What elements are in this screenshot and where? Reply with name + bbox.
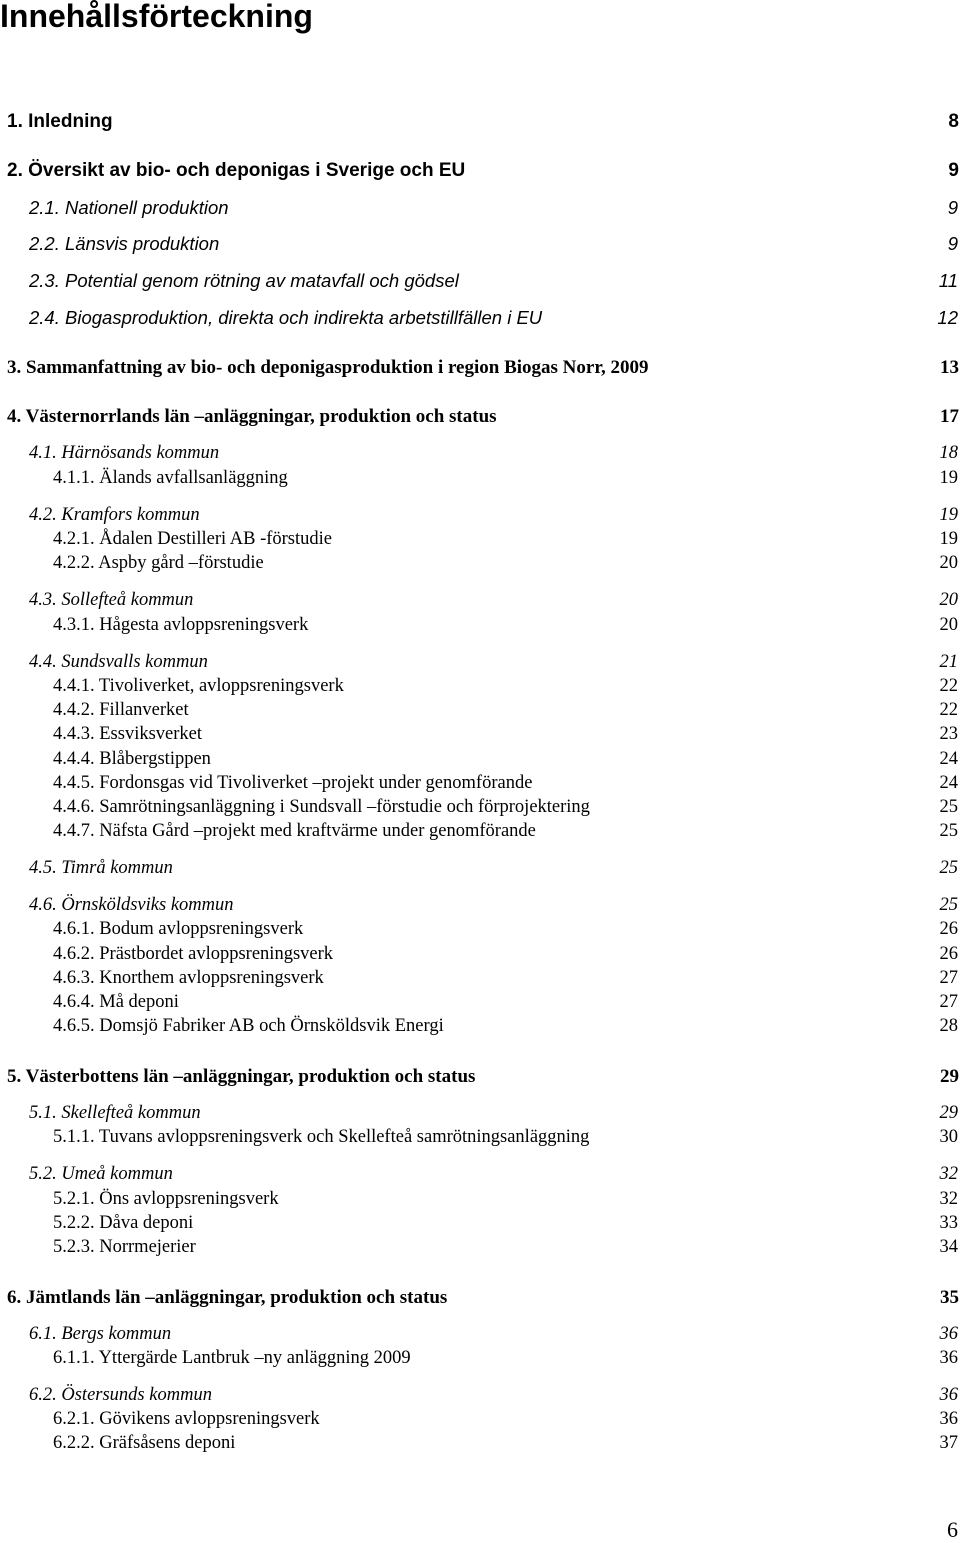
toc-label: 4.4.3. Essviksverket: [53, 724, 203, 744]
toc-label: 6.2.2. Gräfsåsens deponi: [53, 1433, 236, 1453]
toc-label: 4.5. Timrå kommun: [29, 858, 173, 878]
toc-label: 4.6.2. Prästbordet avloppsreningsverk: [53, 944, 334, 964]
toc-page: 22: [939, 700, 958, 720]
toc-page: 11: [938, 270, 958, 291]
toc-page: 20: [939, 590, 958, 610]
toc-page: 36: [939, 1409, 958, 1429]
toc-page: 25: [939, 821, 958, 841]
toc-page: 33: [939, 1213, 958, 1233]
toc-page: 13: [940, 357, 959, 378]
toc-entry-4-4[interactable]: [0, 650, 960, 674]
toc-entry-4-3-1[interactable]: [0, 613, 960, 637]
toc-page: 19: [939, 468, 958, 488]
toc-page: 32: [939, 1164, 958, 1184]
toc-entry-4-6-3[interactable]: [0, 966, 960, 990]
toc-entry-6-2-1[interactable]: [0, 1407, 960, 1431]
toc-page: 9: [947, 233, 958, 254]
toc-page: 18: [939, 443, 958, 463]
toc-label: 4.4.4. Blåbergstippen: [53, 749, 211, 769]
toc-label: 4.1.1. Älands avfallsanläggning: [53, 468, 288, 488]
toc-page: 22: [939, 676, 958, 696]
toc-page: 21: [939, 652, 958, 672]
toc-label: 4. Västernorrlands län –anläggningar, produktion och status: [7, 406, 497, 427]
toc-entry-3[interactable]: [0, 356, 960, 380]
toc-label: 4.2.1. Ådalen Destilleri AB -förstudie: [53, 529, 332, 549]
toc-page: 24: [939, 773, 958, 793]
toc-entry-4-6-2[interactable]: [0, 942, 960, 966]
toc-label: 6.2.1. Gövikens avloppsreningsverk: [53, 1409, 320, 1429]
toc-label: 4.6.4. Må deponi: [53, 992, 179, 1012]
toc-page: 19: [939, 505, 958, 525]
toc-label: 5.2.3. Norrmejerier: [53, 1237, 196, 1257]
toc-label: 4.3.1. Hågesta avloppsreningsverk: [53, 615, 309, 635]
toc-entry-2-2[interactable]: [0, 232, 960, 256]
toc-page: 23: [939, 724, 958, 744]
toc-label: 4.1. Härnösands kommun: [29, 443, 220, 463]
toc-entry-4[interactable]: [0, 405, 960, 429]
toc-page: 36: [939, 1385, 958, 1405]
toc-entry-4-6-4[interactable]: [0, 990, 960, 1014]
toc-entry-6-1-1[interactable]: [0, 1346, 960, 1370]
toc-page: 30: [939, 1127, 958, 1147]
toc-entry-4-4-7[interactable]: [0, 819, 960, 843]
toc-label: 2. Översikt av bio- och deponigas i Sverige och EU: [7, 160, 466, 181]
toc-page: 8: [948, 111, 959, 132]
toc-label: 6.1.1. Yttergärde Lantbruk –ny anläggning 2009: [53, 1348, 411, 1368]
toc-page: 25: [939, 797, 958, 817]
toc-page: 26: [939, 944, 958, 964]
toc-label: 4.4.5. Fordonsgas vid Tivoliverket –projekt under genomförande: [53, 773, 533, 793]
toc-page: 12: [937, 307, 958, 328]
toc-page: 27: [939, 992, 958, 1012]
toc-entry-5[interactable]: [0, 1065, 960, 1089]
toc-page: 19: [939, 529, 958, 549]
toc-entry-2-1[interactable]: [0, 196, 960, 220]
toc-page: 27: [939, 968, 958, 988]
toc-entry-4-6-5[interactable]: [0, 1014, 960, 1038]
toc-entry-5-2-3[interactable]: [0, 1235, 960, 1259]
toc-entry-6-1[interactable]: [0, 1322, 960, 1346]
toc-page: 32: [939, 1189, 958, 1209]
toc-entry-4-4-2[interactable]: [0, 698, 960, 722]
toc-page: 29: [940, 1066, 959, 1087]
toc-entry-5-2-1[interactable]: [0, 1187, 960, 1211]
toc-entry-4-1[interactable]: [0, 441, 960, 465]
toc-entry-6-2[interactable]: [0, 1383, 960, 1407]
toc-entry-4-4-5[interactable]: [0, 771, 960, 795]
page-title: Innehållsförteckning: [0, 0, 313, 34]
toc-label: 4.2. Kramfors kommun: [29, 505, 200, 525]
toc-label: 6.1. Bergs kommun: [29, 1324, 172, 1344]
toc-entry-4-2-1[interactable]: [0, 527, 960, 551]
toc-entry-6[interactable]: [0, 1286, 960, 1310]
toc-entry-1[interactable]: [0, 110, 960, 134]
toc-page: 26: [939, 919, 958, 939]
toc-label: 5.2.2. Dåva deponi: [53, 1213, 194, 1233]
toc-entry-2-4[interactable]: [0, 306, 960, 330]
toc-page: 9: [947, 197, 958, 218]
toc-label: 5.1.1. Tuvans avloppsreningsverk och Skellefteå samrötningsanläggning: [53, 1127, 590, 1147]
toc-label: 2.1. Nationell produktion: [29, 197, 229, 218]
toc-entry-4-2-2[interactable]: [0, 551, 960, 575]
toc-label: 6.2. Östersunds kommun: [29, 1385, 212, 1405]
toc-page: 20: [939, 553, 958, 573]
toc-page: 24: [939, 749, 958, 769]
toc-page: 9: [948, 160, 959, 181]
toc-page: 36: [939, 1348, 958, 1368]
toc-entry-4-6[interactable]: [0, 893, 960, 917]
toc-label: 4.3. Sollefteå kommun: [29, 590, 194, 610]
toc-label: 4.4.7. Näfsta Gård –projekt med kraftvärme under genomförande: [53, 821, 536, 841]
toc-label: 5. Västerbottens län –anläggningar, produktion och status: [7, 1066, 476, 1087]
toc-label: 5.2. Umeå kommun: [29, 1164, 173, 1184]
toc-label: 4.4.2. Fillanverket: [53, 700, 189, 720]
toc-entry-4-4-4[interactable]: [0, 747, 960, 771]
toc-label: 4.4.1. Tivoliverket, avloppsreningsverk: [53, 676, 344, 696]
page-number: 6: [947, 1517, 958, 1542]
toc-entry-4-2[interactable]: [0, 503, 960, 527]
toc-label: 2.3. Potential genom rötning av matavfall och gödsel: [29, 270, 459, 291]
toc-entry-4-1-1[interactable]: [0, 466, 960, 490]
toc-label: 5.2.1. Öns avloppsreningsverk: [53, 1189, 279, 1209]
toc-label: 4.6.1. Bodum avloppsreningsverk: [53, 919, 304, 939]
toc-label: 4.4. Sundsvalls kommun: [29, 652, 208, 672]
toc-label: 4.4.6. Samrötningsanläggning i Sundsvall –förstudie och förprojektering: [53, 797, 590, 817]
toc-label: 5.1. Skellefteå kommun: [29, 1103, 201, 1123]
toc-entry-4-5[interactable]: [0, 856, 960, 880]
toc-entry-2[interactable]: [0, 159, 960, 183]
toc-label: 4.6. Örnsköldsviks kommun: [29, 895, 234, 915]
toc-page: 35: [940, 1287, 959, 1308]
toc-page: 25: [939, 895, 958, 915]
toc-entry-4-6-1[interactable]: [0, 917, 960, 941]
toc-entry-5-1[interactable]: [0, 1101, 960, 1125]
toc-page: 34: [939, 1237, 958, 1257]
toc-page: 37: [939, 1433, 958, 1453]
toc-entry-5-2-2[interactable]: [0, 1211, 960, 1235]
toc-page: 17: [940, 406, 959, 427]
toc-label: 3. Sammanfattning av bio- och deponigasproduktion i region Biogas Norr, 2009: [7, 357, 649, 378]
toc-entry-4-4-3[interactable]: [0, 722, 960, 746]
toc-entry-4-4-1[interactable]: [0, 674, 960, 698]
toc-page: 29: [939, 1103, 958, 1123]
toc-entry-5-2[interactable]: [0, 1162, 960, 1186]
toc-label: 4.2.2. Aspby gård –förstudie: [53, 553, 264, 573]
toc-entry-2-3[interactable]: [0, 269, 960, 293]
toc-label: 2.4. Biogasproduktion, direkta och indirekta arbetstillfällen i EU: [29, 307, 543, 328]
toc-label: 6. Jämtlands län –anläggningar, produktion och status: [7, 1287, 448, 1308]
toc-entry-5-1-1[interactable]: [0, 1125, 960, 1149]
toc-label: 4.6.5. Domsjö Fabriker AB och Örnsköldsvik Energi: [53, 1016, 444, 1036]
toc-page: 28: [939, 1016, 958, 1036]
toc-label: 2.2. Länsvis produktion: [29, 233, 220, 254]
toc-entry-4-3[interactable]: [0, 588, 960, 612]
toc-entry-4-4-6[interactable]: [0, 795, 960, 819]
toc-entry-6-2-2[interactable]: [0, 1431, 960, 1455]
toc-label: 1. Inledning: [7, 111, 113, 132]
toc-page: 36: [939, 1324, 958, 1344]
toc-page: 25: [939, 858, 958, 878]
toc-page: 20: [939, 615, 958, 635]
toc-label: 4.6.3. Knorthem avloppsreningsverk: [53, 968, 324, 988]
